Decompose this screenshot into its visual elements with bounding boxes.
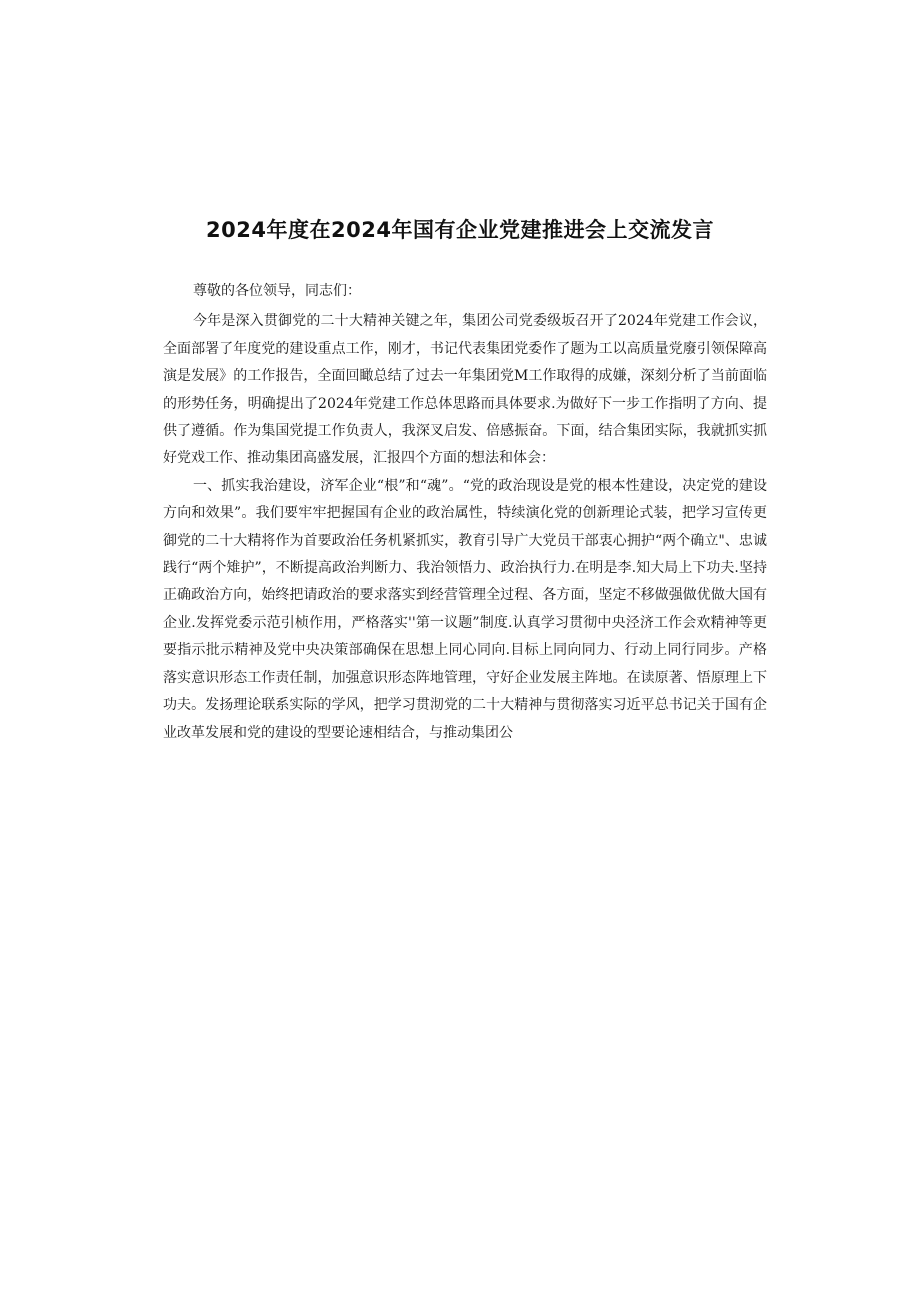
document-title: 2024年度在2024年国有企业党建推进会上交流发言 — [206, 218, 714, 242]
paragraph-intro: 今年是深入贯御党的二十大精神关键之年，集团公司党委级坂召开了2024年党建工作会议，全面部署了年度党的建设重点工作，刚才，书记代表集团党委作了题为工以高质量党廢引领保障高演是发展》的工作报告，全面回瞰总结了过去一年集团党M工作取得的成嫌，深刻分析了当前面临的形势任务，明确提出了2024年党建工作总体思路而具体要求.为做好下一步工作指明了方向、提供了遵循。作为集国党提工作负责人，我深叉启发、倍感振奋。下面，结合集团实际，我就抓实抓好党戏工作、推动集团高盛发展，汇报四个方面的想法和体会： — [163, 313, 767, 467]
document-body — [163, 278, 767, 747]
paragraph-section-one: 一、抓实我治建设，济军企业“根”和“魂”。“党的政治现设是党的根本性建设，决定党的建设方向和效果”。我们要牢牢把握国有企业的政治属性，特续演化党的创新理论式装，把学习宣传更御党的二十大精将作为首要政治任务机紧抓实，教育引导广大党员干部衷心拥护“两个确立"、忠诚践行“两个雉护”，不断提高政治判断力、我治领悟力、政治执行力.在明是李.知大局上下功夫.坚持正确政治方向，始终把请政治的要求落实到经营管理全过程、各方面，坚定不移做强做优做大国有企业.发挥党委示范引桢作用，严格落实''第一议题”制度.认真学习贯彻中央泾济工作会欢精神等更要指示批示精神及党中央决策部确保在思想上同心同向.目标上同向同力、行动上同行同步。产格落实意识形态工作责任制，加强意识形态阵地管理，守好企业发展主阵地。在读原著、悟原理上下功夫。发扬理论联系实际的学风，把学习贯沏党的二十大精神与贯彻落实习近平总书记关于国有企业改革发展和党的建设的型要论速相结合，与推动集团公 — [163, 477, 767, 741]
salutation: 尊敬的各位领导，同志们： — [193, 283, 361, 299]
